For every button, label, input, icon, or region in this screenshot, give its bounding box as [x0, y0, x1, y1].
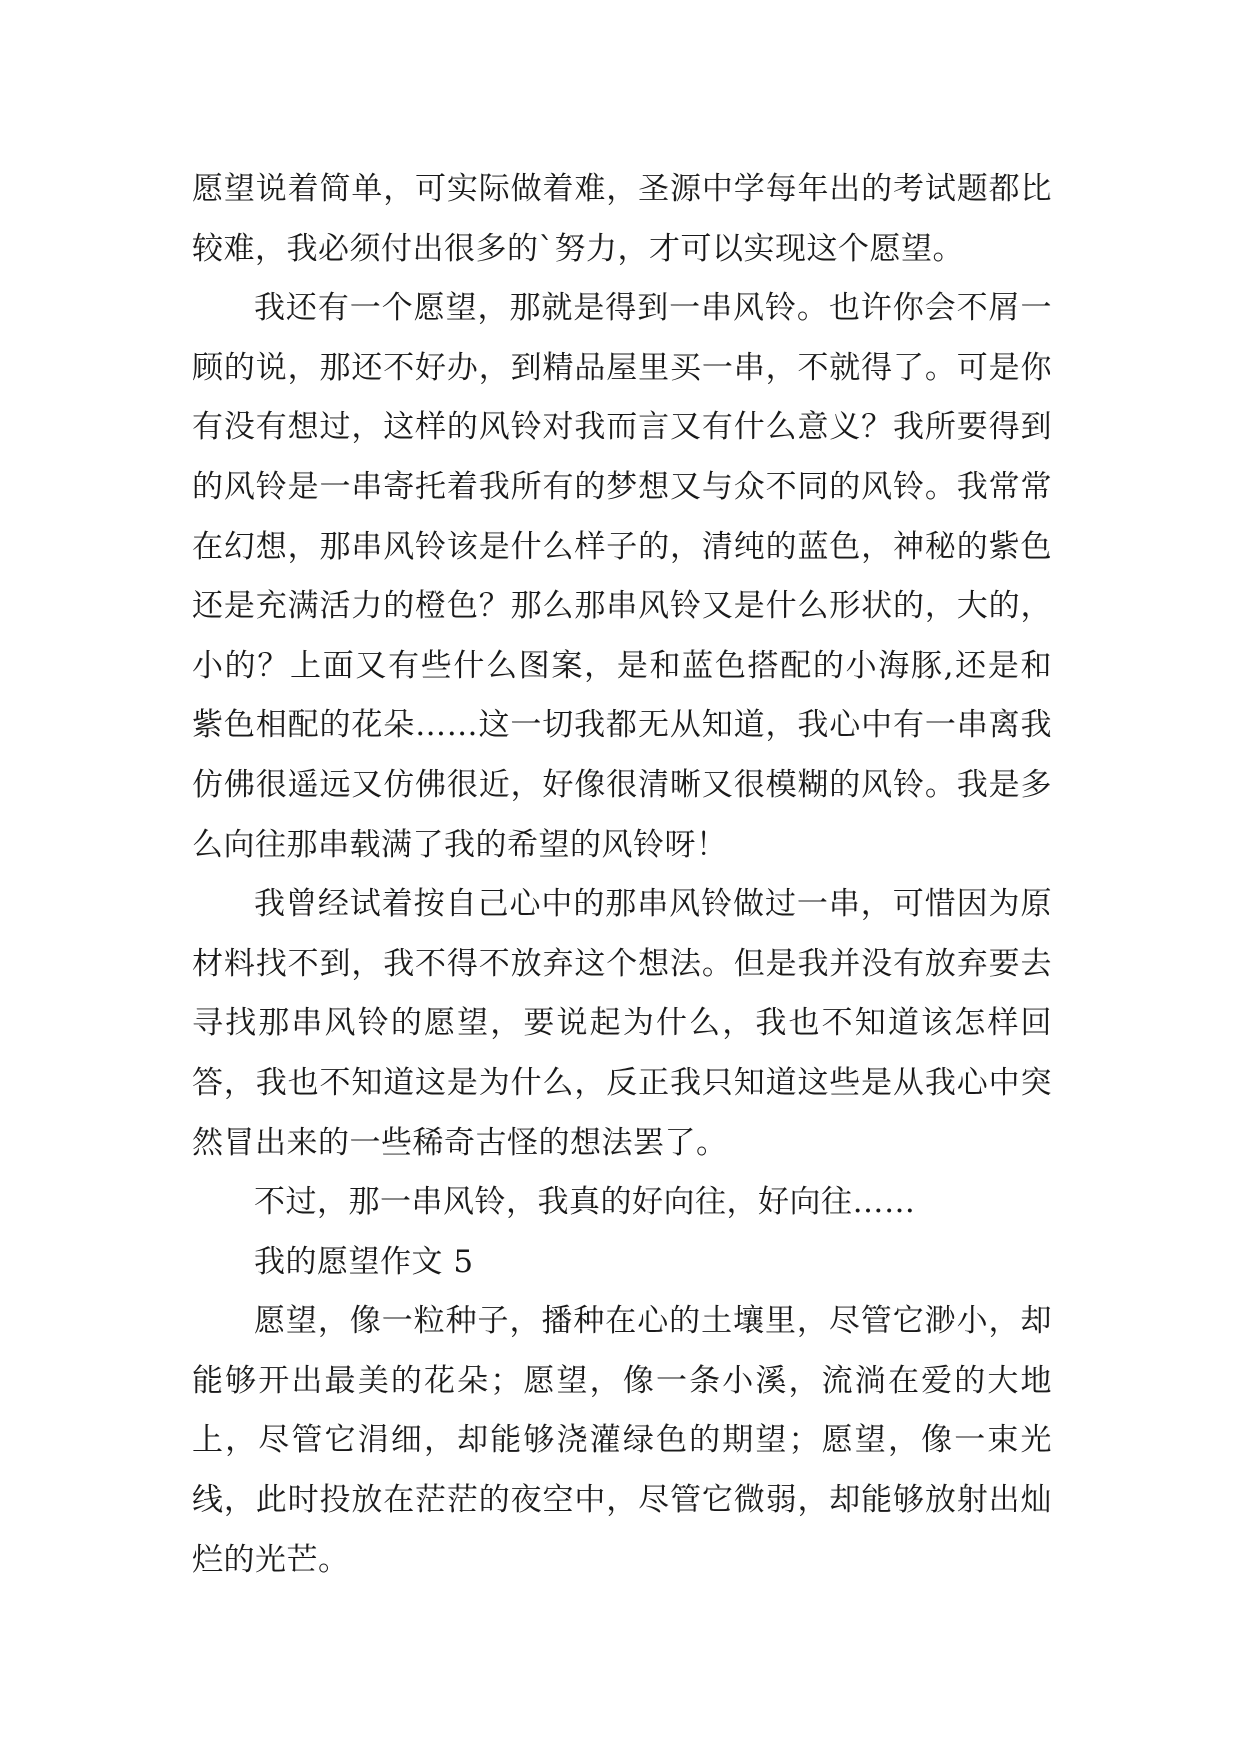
- paragraph-1: 愿望说着简单，可实际做着难，圣源中学每年出的考试题都比较难，我必须付出很多的`努力，才可以实现这个愿望。: [192, 171, 1052, 267]
- paragraph-4: 不过，那一串风铃，我真的好向往，好向往……: [254, 1184, 916, 1221]
- paragraph-5: 愿望，像一粒种子，播种在心的土壤里，尽管它渺小，却能够开出最美的花朵；愿望，像一条小溪，流淌在爱的大地上，尽管它涓细，却能够浇灌绿色的期望；愿望，像一束光线，此时投放在茫茫的夜空中，尽管它微弱，却能够放射出灿烂的光芒。: [192, 1303, 1052, 1578]
- document-body: [192, 160, 1052, 1590]
- section-heading: 我的愿望作文 5: [254, 1243, 474, 1280]
- paragraph-3: 我曾经试着按自己心中的那串风铃做过一串，可惜因为原材料找不到，我不得不放弃这个想法。但是我并没有放弃要去寻找那串风铃的愿望，要说起为什么，我也不知道该怎样回答，我也不知道这是为什么，反正我只知道这些是从我心中突然冒出来的一些稀奇古怪的想法罢了。: [192, 886, 1052, 1161]
- paragraph-2: 我还有一个愿望，那就是得到一串风铃。也许你会不屑一顾的说，那还不好办，到精品屋里买一串，不就得了。可是你有没有想过，这样的风铃对我而言又有什么意义？我所要得到的风铃是一串寄托着我所有的梦想又与众不同的风铃。我常常在幻想，那串风铃该是什么样子的，清纯的蓝色，神秘的紫色还是充满活力的橙色？那么那串风铃又是什么形状的，大的，小的？上面又有些什么图案，是和蓝色搭配的小海豚,还是和紫色相配的花朵……这一切我都无从知道，我心中有一串离我仿佛很遥远又仿佛很近，好像很清晰又很模糊的风铃。我是多么向往那串载满了我的希望的风铃呀！: [192, 290, 1052, 863]
